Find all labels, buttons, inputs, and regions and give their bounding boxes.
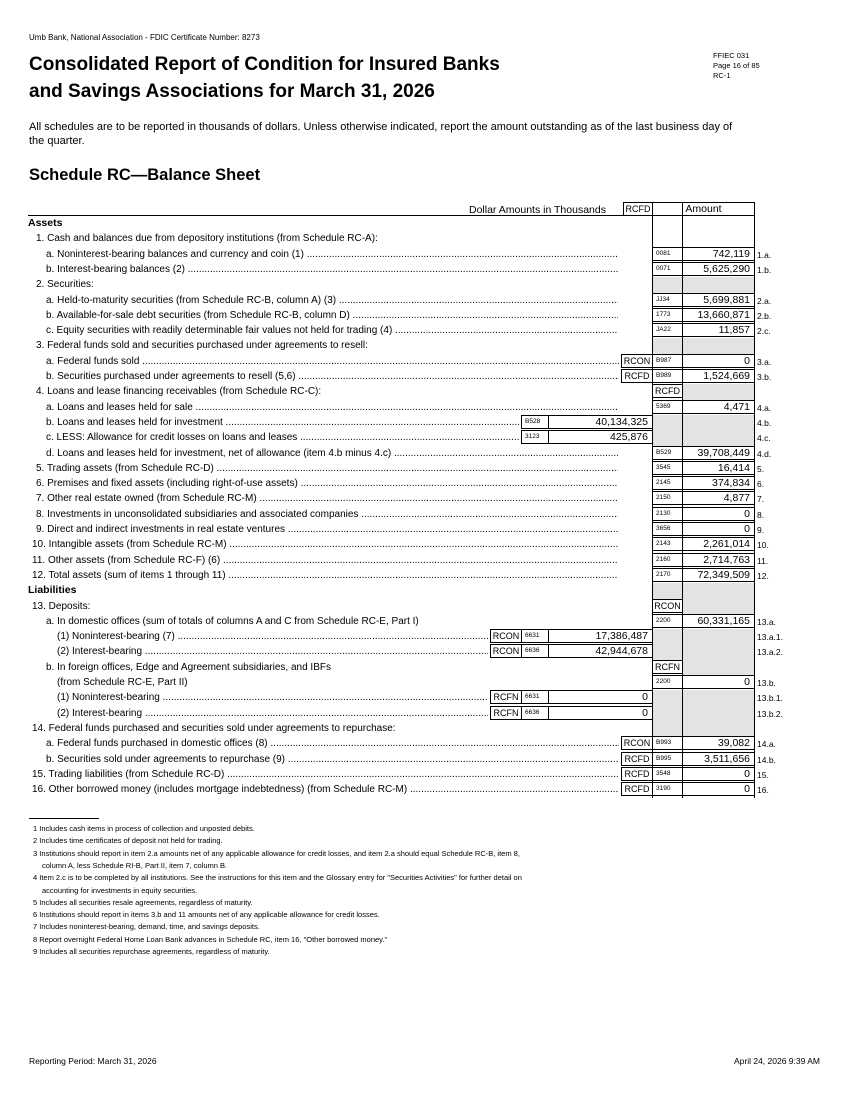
mdrm-code: B987 xyxy=(652,354,683,368)
table-row xyxy=(28,675,776,690)
mdrm-code: 6631 xyxy=(521,690,549,704)
mdrm-code: B529 xyxy=(652,446,683,460)
footnote: 9 Includes all securities repurchase agreements, regardless of maturity. xyxy=(33,947,270,956)
item-label: 1. Cash and balances due from depository institutions (from Schedule RC-A): xyxy=(36,233,378,245)
item-reference: 4.a. xyxy=(757,402,772,413)
table-row xyxy=(28,553,769,568)
mdrm-code: 6636 xyxy=(521,644,549,658)
mdrm-prefix: RCFN xyxy=(490,690,522,704)
shaded-cell xyxy=(682,660,755,676)
shaded-code-cell xyxy=(652,690,683,706)
item-label: (from Schedule RC-E, Part II) xyxy=(57,677,188,688)
amount-cell: 0 xyxy=(548,706,653,720)
item-label: (1) Noninterest-bearing ..... xyxy=(57,691,488,704)
schedule-title: Schedule RC—Balance Sheet xyxy=(29,166,261,184)
item-label: a. Held-to-maturity securities (from Schedule RC-B, column A) (3) ..... xyxy=(46,294,618,307)
item-reference: 16. xyxy=(757,785,769,796)
item-label: b. In foreign offices, Edge and Agreement subsidiaries, and IBFs xyxy=(46,661,331,673)
amount-cell: 425,876 xyxy=(548,430,653,444)
mdrm-code: 2200 xyxy=(652,675,683,689)
item-reference: 1.b. xyxy=(757,264,772,275)
report-title-line1: Consolidated Report of Condition for Insured Banks xyxy=(29,54,500,75)
item-reference: 2.c. xyxy=(757,326,771,337)
amount-cell: 40,134,325 xyxy=(548,415,653,429)
report-title-line2: and Savings Associations for March 31, 2026 xyxy=(29,81,435,102)
table-row xyxy=(28,430,771,445)
item-reference: 13.a. xyxy=(757,616,776,627)
item-reference: 11. xyxy=(757,555,769,566)
item-reference: 3.b. xyxy=(757,372,772,382)
shaded-code-cell xyxy=(652,430,683,446)
table-row xyxy=(28,476,765,491)
item-reference: 12. xyxy=(757,570,769,581)
item-label: a. In domestic offices (sum of totals of columns A and C from Schedule RC-E, Part I) xyxy=(46,615,419,627)
mdrm-prefix: RCFD xyxy=(621,752,653,766)
mdrm-prefix: RCON xyxy=(490,629,522,643)
mdrm-code: 2130 xyxy=(652,507,683,521)
amount-cell: 0 xyxy=(682,507,755,521)
amount-cell: 4,877 xyxy=(682,491,755,505)
amount-cell: 2,714,763 xyxy=(682,553,755,567)
mdrm-code: 2145 xyxy=(652,476,683,490)
mdrm-prefix: RCFD xyxy=(652,384,683,398)
shaded-code-cell xyxy=(652,583,683,599)
mdrm-code: 3548 xyxy=(652,767,683,781)
amount-cell: 374,834 xyxy=(682,476,755,490)
table-row xyxy=(28,277,755,292)
item-reference: 1.a. xyxy=(757,249,772,260)
item-label: 4. Loans and lease financing receivables (from Schedule RC-C): xyxy=(36,386,322,398)
amount-cell: 0 xyxy=(682,675,755,689)
section-heading: Assets xyxy=(28,217,63,229)
item-reference: 9. xyxy=(757,525,765,535)
mdrm-code: 2200 xyxy=(652,614,683,628)
table-row xyxy=(28,690,783,705)
footnote: 2 Includes time certificates of deposit not held for trading. xyxy=(33,836,223,846)
shaded-cell xyxy=(682,690,755,706)
shaded-cell xyxy=(682,338,755,354)
item-label: 13. Deposits: xyxy=(32,600,91,612)
item-reference: 13.a.2. xyxy=(757,647,783,658)
shaded-cell xyxy=(682,629,755,645)
mdrm-code: B995 xyxy=(652,752,683,766)
footnote: 6 Institutions should report in items 3.b and 11 amounts net of any applicable allowance for credit losses. xyxy=(33,910,380,920)
item-label: b. Securities purchased under agreements to resell (5,6) ..... xyxy=(46,370,619,383)
mdrm-prefix: RCON xyxy=(621,354,653,368)
mdrm-prefix: RCFD xyxy=(621,782,653,796)
table-row xyxy=(28,415,772,430)
form-identifier xyxy=(713,51,760,81)
mdrm-code: 0081 xyxy=(652,247,683,261)
table-row xyxy=(28,308,772,323)
item-reference: 4.d. xyxy=(757,448,772,459)
item-label: b. Loans and leases held for investment ..... xyxy=(46,416,519,429)
item-label: c. LESS: Allowance for credit losses on loans and leases ..... xyxy=(46,431,519,444)
balance-sheet-table xyxy=(28,201,783,807)
amount-cell: 2,261,014 xyxy=(682,537,755,551)
shaded-cell xyxy=(682,721,755,737)
item-reference: 13.a.1. xyxy=(757,632,783,643)
item-label: 3. Federal funds sold and securities purchased under agreements to resell: xyxy=(36,340,368,352)
table-row xyxy=(28,644,783,659)
mdrm-prefix: RCFN xyxy=(490,706,522,720)
item-label: a. Loans and leases held for sale ..... xyxy=(46,401,618,414)
mdrm-code: 3656 xyxy=(652,522,683,536)
mdrm-code: 0071 xyxy=(652,262,683,276)
amount-cell: 742,119 xyxy=(682,247,755,261)
amount-cell: 17,386,487 xyxy=(548,629,653,643)
shaded-code-cell xyxy=(652,706,683,722)
mdrm-prefix: RCFN xyxy=(652,660,683,674)
table-row xyxy=(28,736,776,751)
amount-cell: 11,857 xyxy=(682,323,755,337)
shaded-code-cell xyxy=(652,629,683,645)
shaded-code-cell xyxy=(652,644,683,660)
mdrm-prefix: RCON xyxy=(621,736,653,750)
amount-cell: 1,524,669 xyxy=(682,369,755,383)
mdrm-code: JA22 xyxy=(652,323,683,337)
item-label: a. Federal funds sold ..... xyxy=(46,355,619,368)
amount-cell: 42,944,678 xyxy=(548,644,653,658)
item-reference: 14.b. xyxy=(757,754,776,765)
table-row xyxy=(28,293,772,308)
item-reference: 15. xyxy=(757,769,769,780)
bank-name-line: Umb Bank, National Association - FDIC Certificate Number: 8273 xyxy=(29,33,260,42)
mdrm-code: 1773 xyxy=(652,308,683,322)
item-label: b. Interest-bearing balances (2) ..... xyxy=(46,263,618,276)
amount-cell: 72,349,509 xyxy=(682,568,755,582)
shaded-cell xyxy=(682,415,755,431)
section-heading: Liabilities xyxy=(28,584,77,597)
amount-cell: 0 xyxy=(682,354,755,368)
item-label: 7. Other real estate owned (from Schedule RC-M) ..... xyxy=(36,492,618,505)
mdrm-code: 5369 xyxy=(652,400,683,414)
item-label: 11. Other assets (from Schedule RC-F) (6) ..... xyxy=(32,554,618,567)
shaded-cell xyxy=(682,277,755,293)
mdrm-code: B989 xyxy=(652,369,683,383)
item-label: 2. Securities: xyxy=(36,279,94,291)
amount-cell: 5,625,290 xyxy=(682,262,755,276)
header-amount-cell: Amount xyxy=(652,202,755,216)
reporting-period: Reporting Period: March 31, 2026 xyxy=(29,1056,157,1066)
amount-cell: 5,699,881 xyxy=(682,293,755,307)
item-reference: 2.b. xyxy=(757,310,772,321)
report-title xyxy=(29,51,500,105)
item-reference: 4.c. xyxy=(757,433,771,444)
page-number: Page 16 of 85 xyxy=(713,61,760,70)
amount-cell: 0 xyxy=(682,767,755,781)
table-row xyxy=(28,522,765,537)
table-row xyxy=(28,262,772,277)
amount-column-left-rule xyxy=(682,202,683,798)
item-label: 6. Premises and fixed assets (including right-of-use assets) ..... xyxy=(36,477,618,490)
mdrm-code: 2150 xyxy=(652,491,683,505)
table-row xyxy=(28,384,755,399)
timestamp: April 24, 2026 9:39 AM xyxy=(733,1056,820,1066)
footnote: 7 Includes noninterest-bearing, demand, time, and savings deposits. xyxy=(33,922,260,932)
mdrm-code: 3123 xyxy=(521,430,549,444)
table-row xyxy=(28,231,755,246)
table-row xyxy=(28,583,755,598)
item-label: a. Federal funds purchased in domestic offices (8) ..... xyxy=(46,737,619,750)
footnote-rule xyxy=(29,818,99,819)
item-reference: 3.a. xyxy=(757,356,772,367)
amount-cell: 16,414 xyxy=(682,461,755,475)
mdrm-code: B993 xyxy=(652,736,683,750)
amount-cell: 0 xyxy=(682,522,755,536)
item-label: 5. Trading assets (from Schedule RC-D) ..... xyxy=(36,462,618,475)
item-reference: 13.b.2. xyxy=(757,708,783,719)
mdrm-code: 3545 xyxy=(652,461,683,475)
code-column-left-rule xyxy=(652,202,653,798)
shaded-code-cell xyxy=(652,277,683,293)
shaded-cell xyxy=(682,706,755,722)
item-label: c. Equity securities with readily determinable fair values not held for trading (4) ..... xyxy=(46,324,618,337)
item-label: (2) Interest-bearing ..... xyxy=(57,645,488,658)
table-row xyxy=(28,491,765,506)
mdrm-prefix: RCFD xyxy=(621,369,653,383)
mdrm-code: 3190 xyxy=(652,782,683,796)
shaded-cell xyxy=(682,430,755,446)
mdrm-code: B528 xyxy=(521,415,549,429)
footnote: accounting for investments in equity securities. xyxy=(42,885,198,895)
footnote: column A, less Schedule RI-B, Part II, item 7, column B. xyxy=(42,860,228,870)
item-reference: 7. xyxy=(757,494,765,505)
shaded-code-cell xyxy=(652,415,683,431)
table-row xyxy=(28,629,783,644)
mdrm-prefix: RCON xyxy=(652,599,683,613)
table-row xyxy=(28,782,769,797)
table-row xyxy=(28,446,772,461)
table-row xyxy=(28,767,769,782)
footnote: 3 Institutions should report in item 2.a amounts net of any applicable allowance for credit losses, and item 2.a should equal Schedule RC-B, item 8, xyxy=(33,848,520,858)
item-label: 16. Other borrowed money (includes mortgage indebtedness) (from Schedule RC-M) ..... xyxy=(32,783,619,796)
shaded-cell xyxy=(682,583,755,599)
item-label: b. Available-for-sale debt securities (from Schedule RC-B, column D) ..... xyxy=(46,309,618,322)
item-label: 9. Direct and indirect investments in real estate ventures ..... xyxy=(36,523,618,536)
item-reference: 14.a. xyxy=(757,739,776,750)
footnote: 8 Report overnight Federal Home Loan Bank advances in Schedule RC, item 16, "Other borrowed money." xyxy=(33,934,388,944)
amount-cell: 0 xyxy=(548,690,653,704)
item-label: 8. Investments in unconsolidated subsidiaries and associated companies ..... xyxy=(36,508,618,521)
item-label: d. Loans and leases held for investment, net of allowance (item 4.b minus 4.c) ..... xyxy=(46,447,618,460)
item-reference: 2.a. xyxy=(757,295,772,306)
mdrm-code: 2143 xyxy=(652,537,683,551)
table-row xyxy=(28,752,776,767)
amount-cell: 13,660,871 xyxy=(682,308,755,322)
item-reference: 8. xyxy=(757,509,765,520)
shaded-code-cell xyxy=(652,338,683,354)
section-id: RC-1 xyxy=(713,71,731,80)
form-id: FFIEC 031 xyxy=(713,51,750,60)
table-row xyxy=(28,216,755,231)
table-row xyxy=(28,338,755,353)
item-label: b. Securities sold under agreements to repurchase (9) ..... xyxy=(46,753,619,766)
item-label: 15. Trading liabilities (from Schedule RC-D) ..... xyxy=(32,768,619,781)
mdrm-code: 6636 xyxy=(521,706,549,720)
item-reference: 13.b.1. xyxy=(757,693,783,704)
dollar-amounts-label: Dollar Amounts in Thousands xyxy=(469,204,606,216)
mdrm-code: 2170 xyxy=(652,568,683,582)
table-row xyxy=(28,369,772,384)
table-row xyxy=(28,323,771,338)
shaded-code-cell xyxy=(652,721,683,737)
shaded-cell xyxy=(682,599,755,615)
mdrm-code: 2160 xyxy=(652,553,683,567)
amount-column-right-rule xyxy=(754,202,755,798)
item-label: 12. Total assets (sum of items 1 through 11) ..... xyxy=(32,569,618,582)
intro-paragraph: All schedules are to be reported in thousands of dollars. Unless otherwise indicated, report the amount outstanding as of the last business day of the quarter. xyxy=(29,121,733,147)
shaded-cell xyxy=(682,644,755,660)
shaded-cell xyxy=(682,384,755,400)
table-row xyxy=(28,706,783,721)
table-row xyxy=(28,568,769,583)
table-row xyxy=(28,660,755,675)
amount-cell: 39,082 xyxy=(682,736,755,750)
footnote: 1 Includes cash items in process of collection and unposted debits. xyxy=(33,824,255,833)
amount-cell: 39,708,449 xyxy=(682,446,755,460)
table-row xyxy=(28,354,772,369)
table-row xyxy=(28,400,772,415)
table-row xyxy=(28,507,765,522)
table-row xyxy=(28,614,776,629)
mdrm-prefix: RCFD xyxy=(621,767,653,781)
footnote: 4 Item 2.c is to be completed by all institutions. See the instructions for this item and the Glossary entry for "Securities Activities" for further detail on xyxy=(33,873,522,883)
item-label: 10. Intangible assets (from Schedule RC-M) ..... xyxy=(32,538,618,551)
item-label: (2) Interest-bearing ..... xyxy=(57,707,488,720)
table-row xyxy=(28,537,769,552)
item-reference: 4.b. xyxy=(757,417,772,428)
item-reference: 5. xyxy=(757,463,765,474)
header-prefix-cell: RCFD xyxy=(623,202,653,216)
mdrm-prefix: RCON xyxy=(490,644,522,658)
item-reference: 13.b. xyxy=(757,678,776,688)
amount-cell: 3,511,656 xyxy=(682,752,755,766)
amount-cell: 4,471 xyxy=(682,400,755,414)
mdrm-code: JJ34 xyxy=(652,293,683,307)
footnote: 5 Includes all securities resale agreements, regardless of maturity. xyxy=(33,897,253,907)
amount-cell: 60,331,165 xyxy=(682,614,755,628)
amount-cell: 0 xyxy=(682,782,755,796)
item-label: 14. Federal funds purchased and securities sold under agreements to repurchase: xyxy=(32,722,396,734)
item-label: a. Noninterest-bearing balances and currency and coin (1) ..... xyxy=(46,248,618,261)
mdrm-code: 6631 xyxy=(521,629,549,643)
item-label: (1) Noninterest-bearing (7) ..... xyxy=(57,630,488,643)
table-row xyxy=(28,599,755,614)
table-row xyxy=(28,721,755,736)
item-reference: 6. xyxy=(757,479,765,490)
table-row xyxy=(28,247,772,262)
table-row xyxy=(28,461,765,476)
item-reference: 10. xyxy=(757,540,769,551)
